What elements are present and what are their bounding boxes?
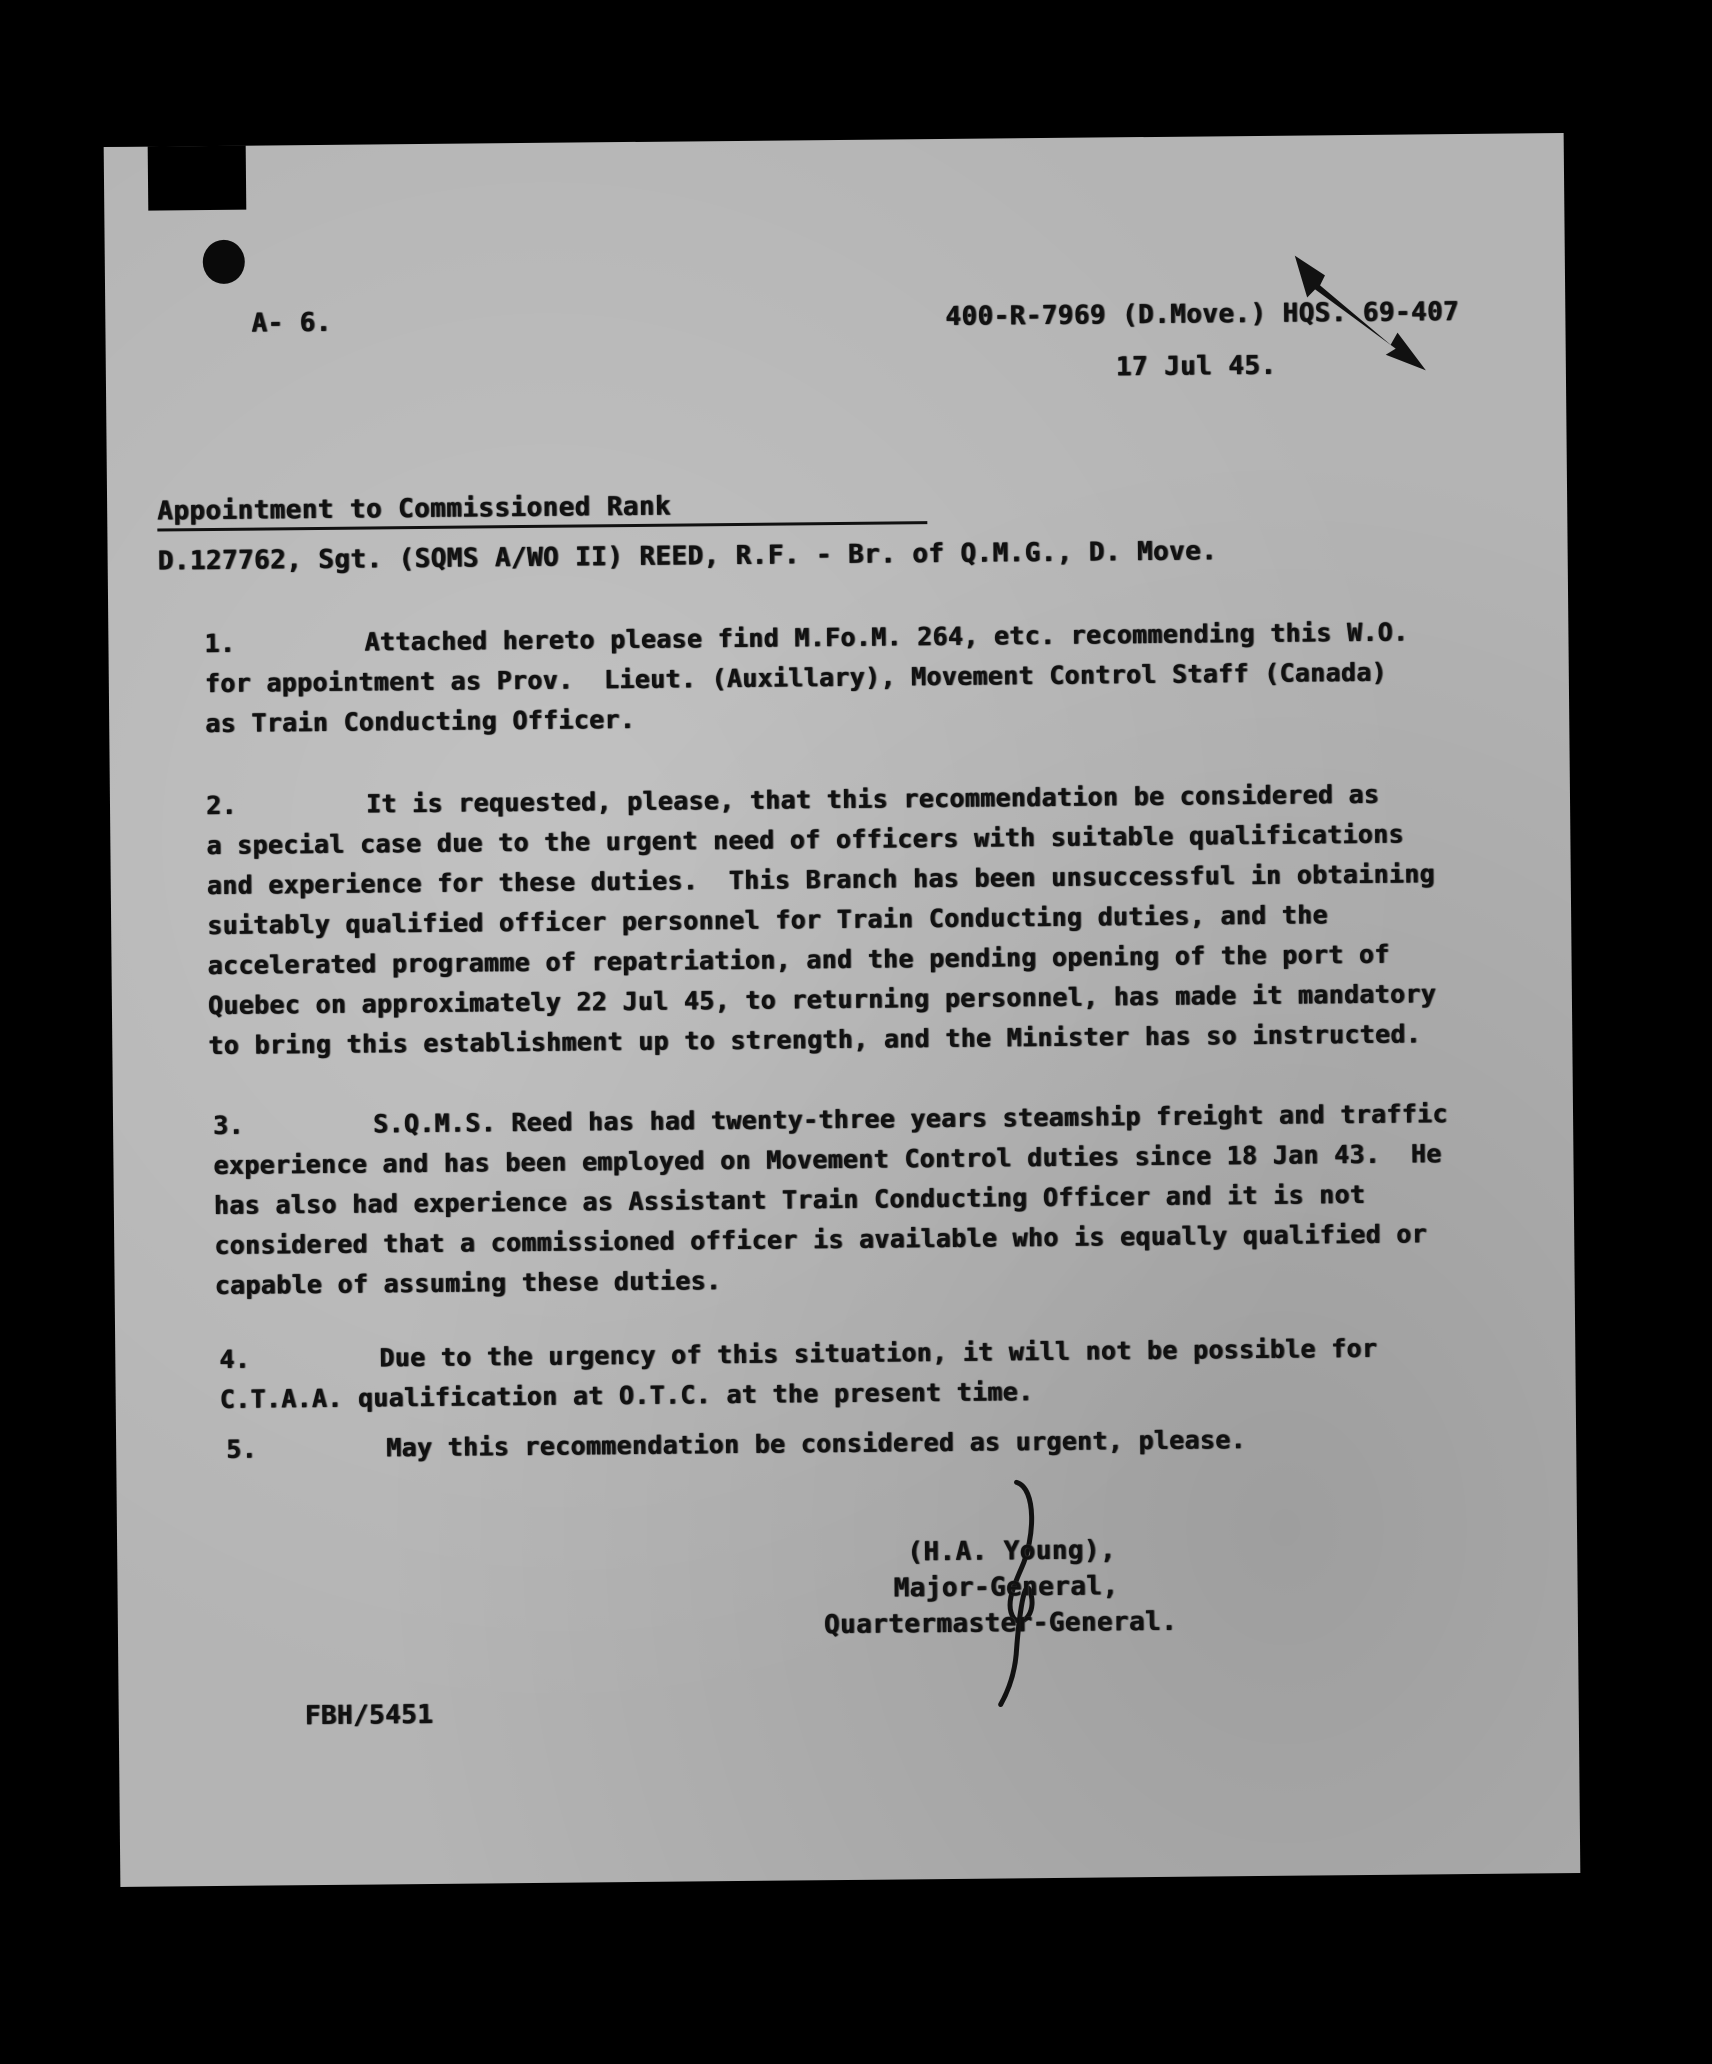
paragraph-5 <box>226 1420 1246 1470</box>
paragraph-line: suitably qualified officer personnel for Train Conducting duties, and the <box>207 900 1328 941</box>
paragraph-line: Attached hereto please find M.Fo.M. 264, etc. recommending this W.O. <box>364 617 1409 657</box>
paragraph-line: accelerated programme of repatriation, and the pending opening of the port of <box>207 939 1390 981</box>
paragraph-line: Quebec on approximately 22 Jul 45, to returning personnel, has made it mandatory <box>207 979 1437 1021</box>
signatory-name: (H.A. Young), <box>907 1535 1117 1568</box>
paragraph-number: 4. <box>219 1344 251 1374</box>
header-left-code: A- 6. <box>251 307 332 339</box>
corner-tab <box>148 146 247 211</box>
paragraph-line: C.T.A.A. qualification at O.T.C. at the present time. <box>219 1377 1034 1414</box>
paragraph-line: considered that a commissioned officer is available who is equally qualified or <box>214 1219 1428 1261</box>
punch-hole <box>203 240 245 284</box>
file-reference: 400-R-7969 (D.Move.) HQS. 69-407 <box>945 297 1460 332</box>
paragraph-4 <box>219 1329 1378 1420</box>
paragraph-line: experience and has been employed on Movement Control duties since 18 Jan 43. He <box>213 1139 1442 1181</box>
paragraph-number: 3. <box>212 1110 244 1141</box>
paragraph-line: as Train Conducting Officer. <box>205 704 636 739</box>
paragraph-2 <box>206 774 1437 1066</box>
signatory-title: Quartermaster-General. <box>823 1606 1178 1641</box>
subject-title: Appointment to Commissioned Rank <box>157 491 927 531</box>
document-page <box>104 133 1581 1887</box>
paragraph-line: a special case due to the urgent need of officers with suitable qualifications <box>206 819 1404 861</box>
paragraph-line: May this recommendation be considered as urgent, please. <box>386 1425 1246 1463</box>
paragraph-number: 5. <box>226 1434 258 1464</box>
paragraph-number: 1. <box>204 628 236 659</box>
paragraph-line: Due to the urgency of this situation, it will not be possible for <box>379 1333 1378 1373</box>
paragraph-line: S.Q.M.S. Reed has had twenty-three years steamship freight and traffic <box>372 1099 1448 1139</box>
paragraph-line: to bring this establishment up to strength, and the Minister has so instructed. <box>208 1019 1422 1061</box>
subject-line: D.127762, Sgt. (SQMS A/WO II) REED, R.F. - Br. of Q.M.G., D. Move. <box>157 536 1218 577</box>
paragraph-line: It is requested, please, that this recommendation be considered as <box>365 779 1380 819</box>
paragraph-number: 2. <box>205 790 237 821</box>
document-date: 17 Jul 45. <box>1115 350 1277 383</box>
paragraph-line: for appointment as Prov. Lieut. (Auxillary), Movement Control Staff (Canada) <box>204 657 1387 699</box>
paragraph-line: capable of assuming these duties. <box>214 1266 722 1301</box>
paragraph-line: and experience for these duties. This Branch has been unsuccessful in obtaining <box>206 859 1435 901</box>
footer-reference: FBH/5451 <box>304 1699 434 1732</box>
paragraph-1 <box>204 613 1409 745</box>
paragraph-line: has also had experience as Assistant Train Conducting Officer and it is not <box>213 1179 1366 1221</box>
signatory-rank: Major-General, <box>893 1571 1119 1604</box>
paragraph-3 <box>213 1094 1449 1306</box>
